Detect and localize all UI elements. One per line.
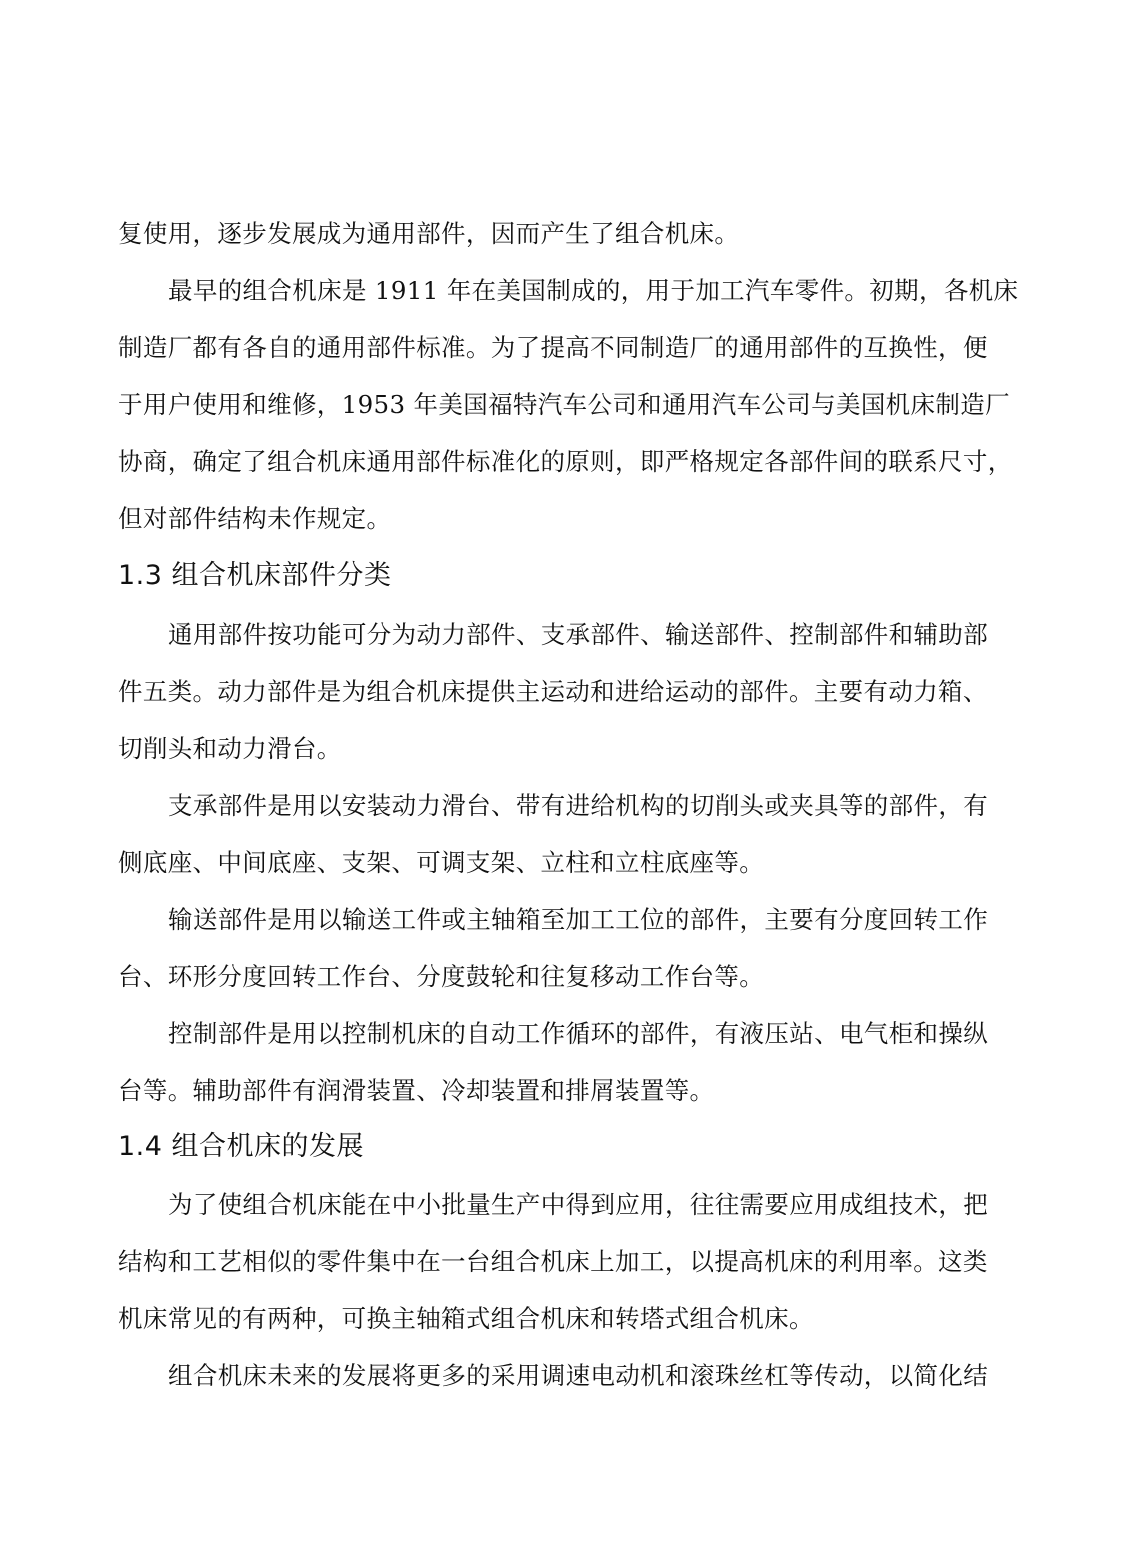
paragraph-line: 但对部件结构未作规定。: [118, 504, 392, 533]
paragraph-line: 最早的组合机床是 1911 年在美国制成的，用于加工汽车零件。初期，各机床: [168, 276, 1019, 305]
paragraph-line: 输送部件是用以输送工件或主轴箱至加工工位的部件，主要有分度回转工作: [168, 905, 989, 934]
paragraph-line: 协商，确定了组合机床通用部件标准化的原则，即严格规定各部件间的联系尺寸，: [118, 447, 1013, 476]
paragraph-line: 台、环形分度回转工作台、分度鼓轮和往复移动工作台等。: [118, 962, 765, 991]
paragraph-line: 组合机床未来的发展将更多的采用调速电动机和滚珠丝杠等传动，以简化结: [168, 1361, 989, 1390]
paragraph-line: 结构和工艺相似的零件集中在一台组合机床上加工，以提高机床的利用率。这类: [118, 1247, 988, 1276]
paragraph-line: 台等。辅助部件有润滑装置、冷却装置和排屑装置等。: [118, 1076, 715, 1105]
paragraph-line: 切削头和动力滑台。: [118, 734, 342, 763]
paragraph-line: 控制部件是用以控制机床的自动工作循环的部件，有液压站、电气柜和操纵: [168, 1019, 989, 1048]
paragraph-line: 于用户使用和维修，1953 年美国福特汽车公司和通用汽车公司与美国机床制造厂: [118, 390, 1010, 419]
paragraph-line: 侧底座、中间底座、支架、可调支架、立柱和立柱底座等。: [118, 848, 765, 877]
paragraph-line: 制造厂都有各自的通用部件标准。为了提高不同制造厂的通用部件的互换性，便: [118, 333, 988, 362]
section-heading: 1.3 组合机床部件分类: [118, 560, 392, 591]
paragraph-line: 通用部件按功能可分为动力部件、支承部件、输送部件、控制部件和辅助部: [168, 620, 989, 649]
paragraph-line: 为了使组合机床能在中小批量生产中得到应用，往往需要应用成组技术，把: [168, 1190, 989, 1219]
paragraph-line: 件五类。动力部件是为组合机床提供主运动和进给运动的部件。主要有动力箱、: [118, 677, 988, 706]
paragraph-line: 复使用，逐步发展成为通用部件，因而产生了组合机床。: [118, 219, 740, 248]
paragraph-line: 机床常见的有两种，可换主轴箱式组合机床和转塔式组合机床。: [118, 1304, 814, 1333]
section-heading: 1.4 组合机床的发展: [118, 1131, 365, 1162]
paragraph-line: 支承部件是用以安装动力滑台、带有进给机构的切削头或夹具等的部件，有: [168, 791, 989, 820]
